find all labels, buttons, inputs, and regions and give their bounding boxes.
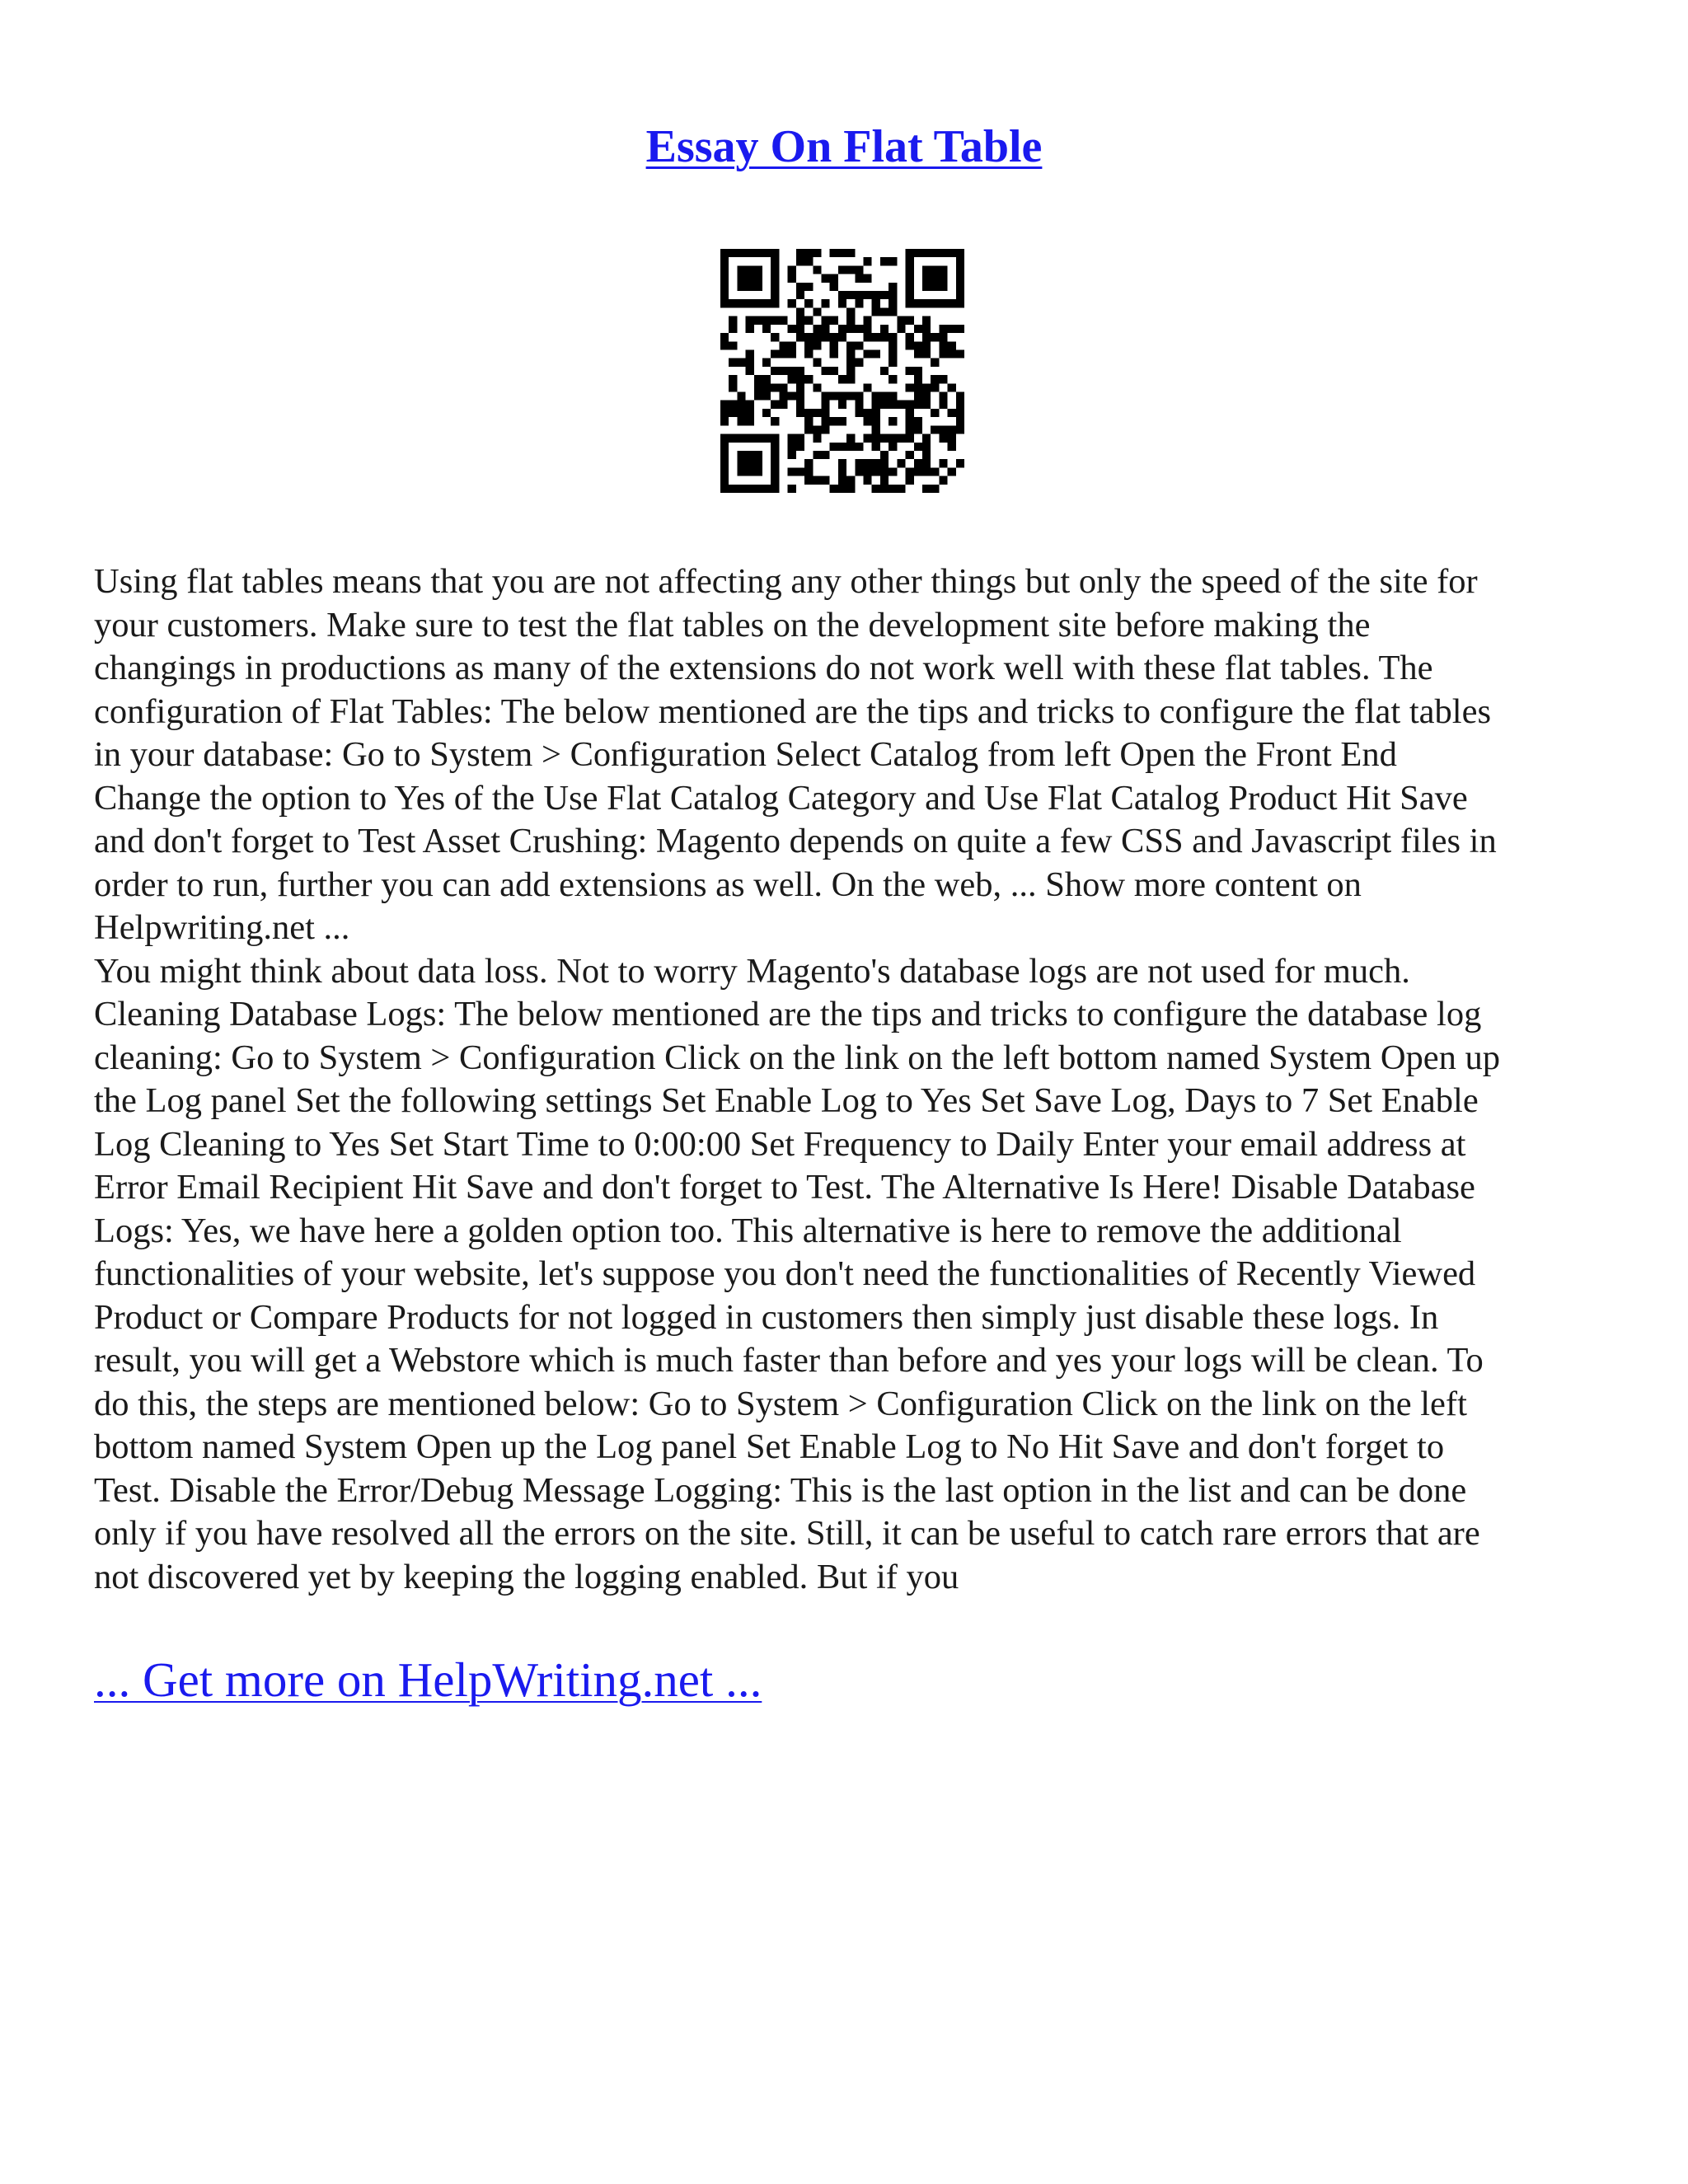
text-line: configuration of Flat Tables: The below mentioned are the tips and tricks to configure the flat tables (94, 691, 1491, 731)
get-more-link[interactable]: ... Get more on HelpWriting.net ... (94, 1652, 762, 1707)
text-line: You might think about data loss. Not to worry Magento's database logs are not used for much. (94, 951, 1410, 991)
qr-code-icon (720, 249, 964, 493)
text-line: Helpwriting.net ... (94, 908, 350, 947)
text-line: Product or Compare Products for not logged in customers then simply just disable these logs. In (94, 1297, 1439, 1337)
text-line: and don't forget to Test Asset Crushing: Magento depends on quite a few CSS and Javascript files in (94, 822, 1497, 860)
paragraph-1 (94, 560, 1602, 950)
text-line: bottom named System Open up the Log panel Set Enable Log to No Hit Save and don't forget to (94, 1427, 1445, 1466)
text-line: result, you will get a Webstore which is much faster than before and yes your logs will be clean. To (94, 1341, 1484, 1380)
text-line: changings in productions as many of the extensions do not work well with these flat tables. The (94, 649, 1433, 687)
text-line: Log Cleaning to Yes Set Start Time to 0:00:00 Set Frequency to Daily Enter your email address at (94, 1124, 1466, 1164)
text-line: Using flat tables means that you are not affecting any other things but only the speed of the site for (94, 562, 1478, 601)
paragraph-2 (94, 950, 1602, 1600)
text-line: Logs: Yes, we have here a golden option too. This alternative is here to remove the additional (94, 1211, 1402, 1250)
text-line: your customers. Make sure to test the flat tables on the development site before making the (94, 605, 1371, 644)
text-line: Cleaning Database Logs: The below mentioned are the tips and tricks to configure the database log (94, 995, 1482, 1033)
text-line: Test. Disable the Error/Debug Message Logging: This is the last option in the list and can be done (94, 1470, 1467, 1510)
text-line: the Log panel Set the following settings Set Enable Log to Yes Set Save Log, Days to 7 Set Enable (94, 1081, 1479, 1120)
text-line: in your database: Go to System > Configuration Select Catalog from left Open the Front End (94, 735, 1397, 774)
page-title (0, 114, 1688, 180)
get-more-section (94, 1647, 762, 1713)
text-line: functionalities of your website, let's suppose you don't need the functionalities of Recently Viewed (94, 1254, 1476, 1293)
text-line: only if you have resolved all the errors on the site. Still, it can be useful to catch rare errors that are (94, 1514, 1480, 1553)
text-line: Error Email Recipient Hit Save and don't forget to Test. The Alternative Is Here! Disable Database (94, 1168, 1475, 1207)
essay-body (94, 560, 1602, 1599)
text-line: order to run, further you can add extensions as well. On the web, ... Show more content on (94, 865, 1362, 904)
text-line: do this, the steps are mentioned below: Go to System > Configuration Click on the link on the left (94, 1384, 1467, 1423)
title-link[interactable]: Essay On Flat Table (645, 121, 1043, 172)
text-line: Change the option to Yes of the Use Flat Catalog Category and Use Flat Catalog Product Hit Save (94, 778, 1468, 818)
text-line: cleaning: Go to System > Configuration Click on the link on the left bottom named System Open up (94, 1038, 1501, 1077)
text-line: not discovered yet by keeping the logging enabled. But if you (94, 1557, 959, 1596)
